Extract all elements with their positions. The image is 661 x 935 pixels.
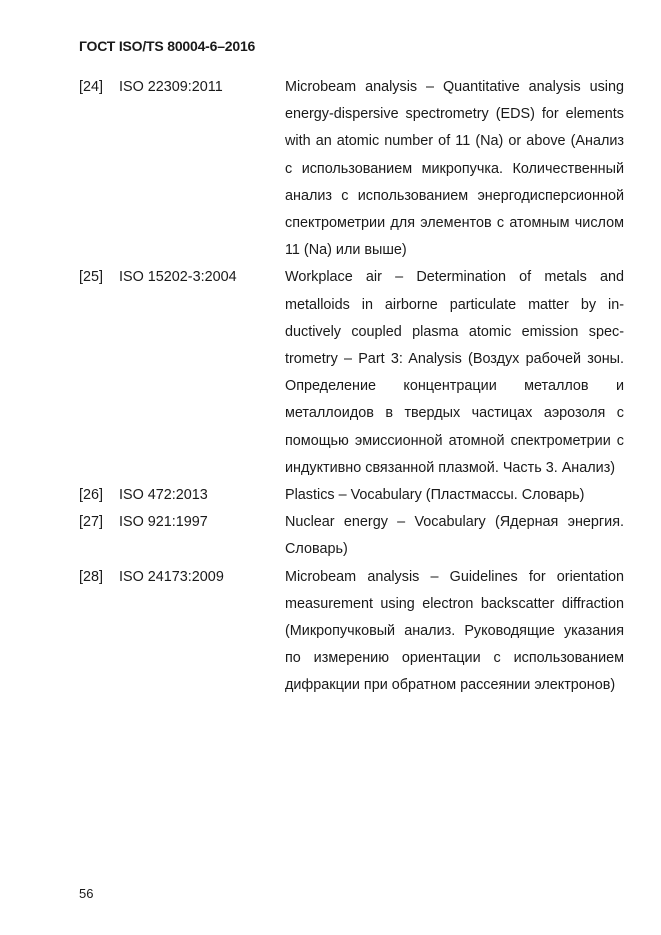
entry-standard: ISO 472:2013 [119,487,208,504]
entry-title: Workplace air – Determination of metals and metalloids in airborne particulate matter by inductively coupled plasma atomic emission spectrometry – Part 3: Analysis (Воздух рабочей зоны. Определение концентрации металлов и металлоидов в твердых частицах аэрозоля с помощью эмиссионной атомной спектрометрии с индуктивно связанной плазмой. Часть 3. Анализ) [285,269,624,476]
entry-number: [27] [79,514,104,531]
entry-standard: ISO 24173:2009 [119,568,224,585]
bibliography-entry [79,74,624,264]
entry-title: Plastics – Vocabulary (Пластмассы. Словарь) [285,487,585,504]
entry-title: Microbeam analysis – Quantitative analysis using energy-dispersive spectrometry (EDS) for elements with an atomic number of 11 (Na) or above (Анализ с использованием микропучка. Количественный анализ с использованием энергодисперсионной спектрометрии для элементов с атомным числом 11 (Na) или выше) [285,79,624,259]
entry-number: [24] [79,79,104,95]
document-code-header: ГОСТ ISO/TS 80004-6–2016 [79,38,256,54]
bibliography-entry [79,564,624,700]
entry-number: [26] [79,487,104,504]
entry-number: [25] [79,269,104,286]
bibliography-list [79,74,624,700]
bibliography-entry [79,509,624,563]
page-number: 56 [79,886,94,901]
bibliography-entry [79,264,624,482]
bibliography-entry [79,482,624,509]
entry-standard: ISO 921:1997 [119,514,208,531]
entry-number: [28] [79,568,104,585]
entry-standard: ISO 15202-3:2004 [119,269,237,286]
entry-title: Nuclear energy – Vocabulary (Ядерная энергия. Словарь) [285,514,624,558]
entry-standard: ISO 22309:2011 [119,79,223,95]
entry-title: Microbeam analysis – Guidelines for orientation measurement using electron backscatter diffraction (Микропучковый анализ. Руководящие указания по измерению ориентации с использованием дифракции при обратном рассеянии электронов) [285,568,624,694]
